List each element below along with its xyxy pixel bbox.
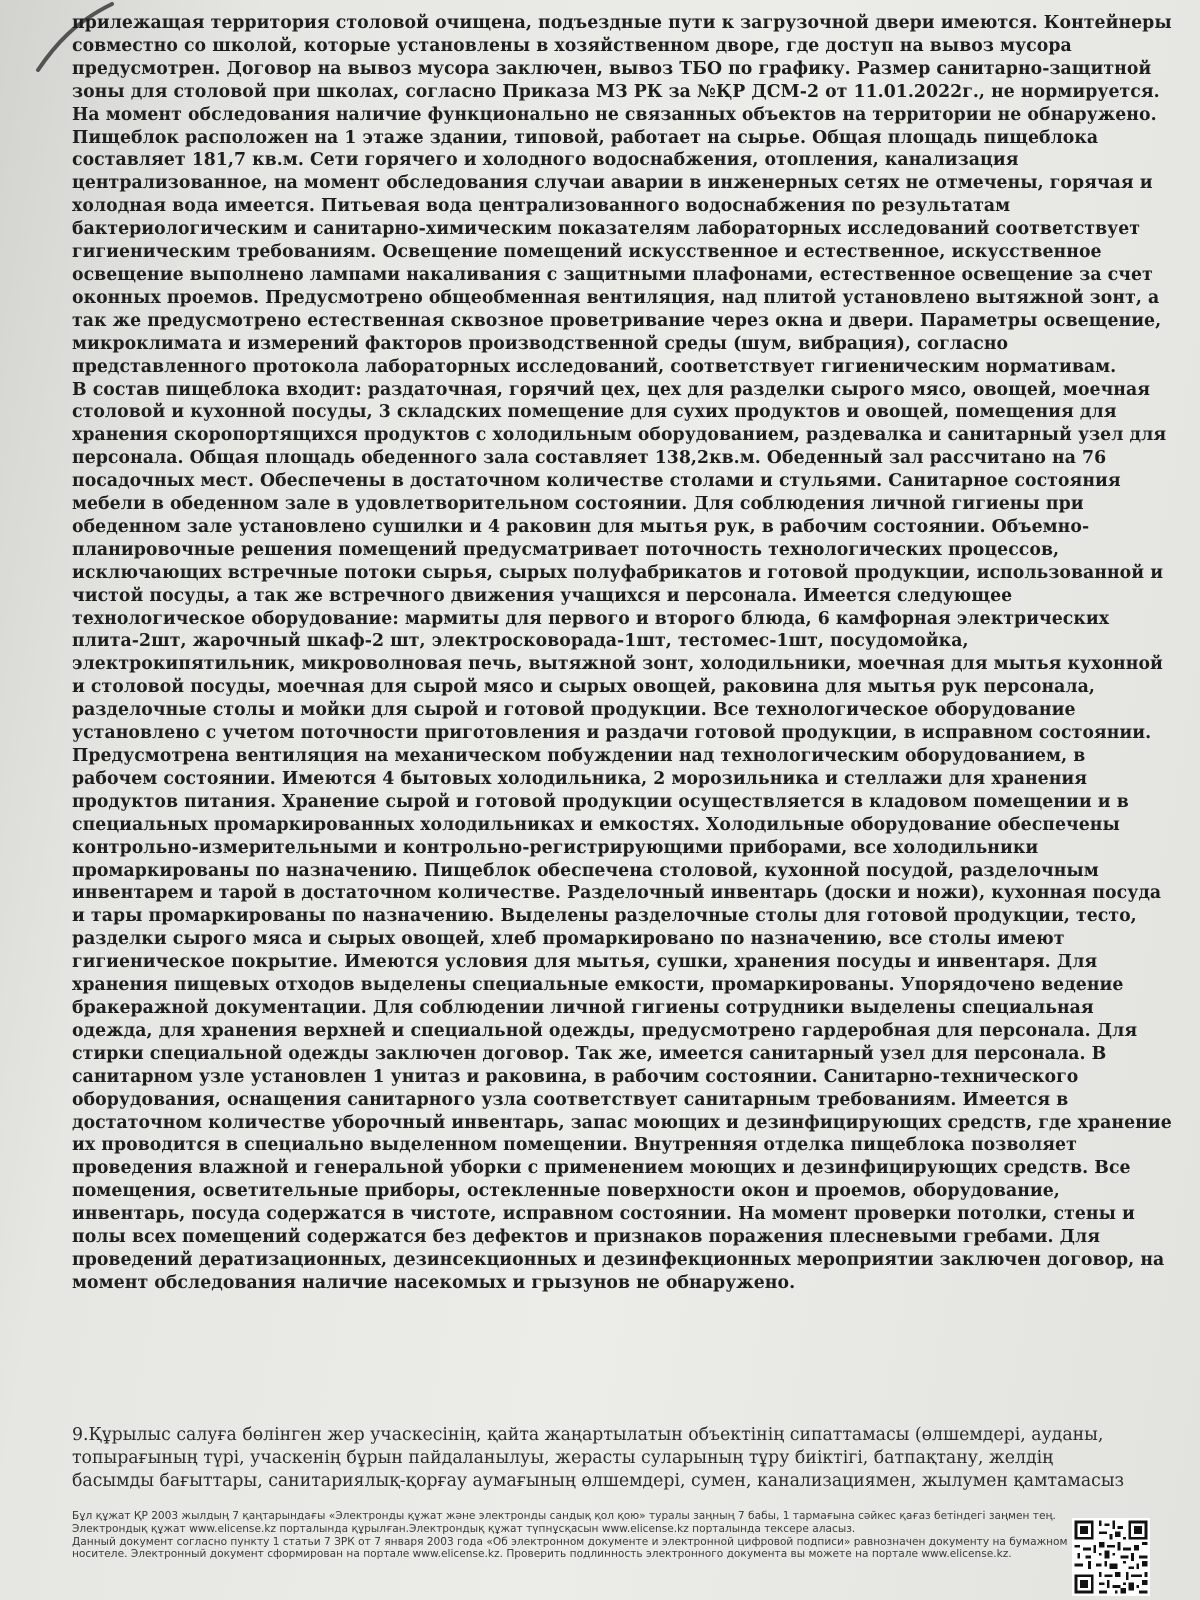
text-line: персонала. Общая площадь обеденного зала составляет 138,2кв.м. Обеденный зал рассчитано на 76 (72, 448, 1107, 469)
text-line: и столовой посуды, моечная для сырой мясо и сырых овощей, раковина для мытья рук персонала, (72, 677, 1095, 698)
text-line: момент обследования наличие насекомых и грызунов не обнаружено. (72, 1272, 796, 1293)
text-line: планировочные решения помещений предусматривает поточность технологических процессов, (72, 539, 1060, 560)
text-line: мебели в обеденном зале в удовлетворительном состоянии. Для соблюдения личной гигиены при (72, 494, 1084, 515)
text-line: хранения пищевых отходов выделены специальные емкости, промаркированы. Упорядочено ведение (72, 975, 1124, 996)
text-line: промаркированы по назначению. Пищеблок обеспечена столовой, кухонной посудой, разделочным (72, 860, 1099, 881)
text-line: хранения скоропортящихся продуктов с холодильным оборудованием, раздевалка и санитарный узел для (72, 425, 1167, 446)
text-line: микроклимата и измерений факторов производственной среды (шум, вибрация), согласно (72, 333, 1009, 354)
text-line: инвентарь, посуда содержатся в чистоте, исправном состоянии. На момент проверки потолки, стены и (72, 1204, 1135, 1225)
text-line: продуктов питания. Хранение сырой и готовой продукции осуществляется в кладовом помещении и в (72, 791, 1129, 812)
text-line: одежда, для хранения верхней и специальной одежды, предусмотрено гардеробная для персонала. Для (72, 1020, 1138, 1041)
text-line: гигиеническое покрытие. Имеются условия для мытья, сушки, хранения посуды и инвентаря. Для (72, 952, 1098, 973)
text-line: гигиеническим требованиям. Освещение помещений искусственное и естественное, искусственное (72, 242, 1102, 263)
text-line: электрокипятильник, микроволновая печь, вытяжной зонт, холодильники, моечная для мытья кухонной (72, 654, 1163, 675)
text-line: полы всех помещений содержатся без дефектов и признаков поражения плесневыми гребами. Для (72, 1227, 1101, 1248)
text-line: помещения, осветительные приборы, остекленные поверхности окон и проемов, оборудование, (72, 1181, 1060, 1202)
text-line: составляет 181,7 кв.м. Сети горячего и холодного водоснабжения, отопления, канализация (72, 150, 1019, 171)
text-line: освещение выполнено лампами накаливания с защитными плафонами, естественное освещение за счет (72, 264, 1153, 285)
text-line: исключающих встречные потоки сырья, сырых полуфабрикатов и готовой продукции, использованной и (72, 562, 1164, 583)
text-line: технологическое оборудование: мармиты для первого и второго блюда, 6 камфорная электрических (72, 608, 1110, 629)
section-line: топырағының түрі, учаскенің бұрын пайдаланылуы, жерасты суларының тұру биіктігі, батпақтану, желдің (72, 1448, 1054, 1468)
text-line: посадочных мест. Обеспечены в достаточном количестве столами и стульями. Санитарное состояния (72, 471, 1121, 492)
text-line: проведения влажной и генеральной уборки с применением моющих и дезинфицирующих средств. Все (72, 1158, 1131, 1179)
text-line: Предусмотрена вентиляция на механическом побуждении над технологическим оборудованием, в (72, 746, 1086, 766)
text-line: разделочные столы и мойки для сырой и готовой продукции. Все технологическое оборудование (72, 700, 1076, 721)
text-line: бракеражной документации. Для соблюдении личной гигиены сотрудники выделены специальная (72, 997, 1094, 1018)
text-line: инвентарем и тарой в достаточном количестве. Разделочный инвентарь (доски и ножи), кухонная посуда (72, 883, 1162, 904)
text-line: разделки сырого мяса и сырых овощей, хлеб промаркировано по назначению, все столы имеют (72, 929, 1065, 950)
text-line: чистой посуды, а так же встречного движения учащихся и персонала. Имеется следующее (72, 585, 1013, 606)
section-line: 9.Құрылыс салуға бөлінген жер учаскесінің, қайта жаңартылатын объектінің сипаттамасы (өлшемдері, ауданы, (72, 1425, 1104, 1445)
text-line: стирки специальной одежды заключен договор. Так же, имеется санитарный узел для персонала. В (72, 1043, 1107, 1064)
text-line: представленного протокола лабораторных исследований, соответствует гигиеническим нормативам. (72, 356, 1117, 377)
text-line: прилежащая территория столовой очищена, подъездные пути к загрузочной двери имеются. Контейнеры (72, 13, 1172, 33)
text-line: оборудования, оснащения санитарного узла соответствует санитарным требованиям. Имеется в (72, 1089, 1069, 1110)
text-line: установлено с учетом поточности приготовления и раздачи готовой продукции, в исправном состоянии. (72, 723, 1152, 744)
text-line: централизованное, на момент обследования случаи аварии в инженерных сетях не отмечены, горячая и (72, 173, 1153, 194)
text-line: совместно со школой, которые установлены в хозяйственном дворе, где доступ на вывоз мусора (72, 35, 1072, 56)
text-line: оконных проемов. Предусмотрено общеобменная вентиляция, над плитой установлено вытяжной зонт, а (72, 287, 1160, 308)
text-line: их проводится в специально выделенном помещении. Внутренняя отделка пищеблока позволяет (72, 1135, 1077, 1156)
text-line: На момент обследования наличие функционально не связанных объектов на территории не обнаружено. (72, 104, 1157, 125)
text-line: и тары промаркированы по назначению. Выделены разделочные столы для готовой продукции, тесто, (72, 906, 1137, 927)
text-line: специальных промаркированных холодильниках и емкостях. Холодильные оборудование обеспечены (72, 814, 1120, 835)
text-line: столовой и кухонной посуды, 3 складских помещение для сухих продуктов и овощей, помещения для (72, 402, 1117, 423)
text-line: рабочем состоянии. Имеются 4 бытовых холодильника, 2 морозильника и стеллажи для хранения (72, 768, 1088, 789)
text-line: Пищеблок расположен на 1 этаже здании, типовой, работает на сырье. Общая площадь пищеблока (72, 127, 1099, 148)
legal-footer (72, 1510, 1068, 1561)
footer-line: Бұл құжат ҚР 2003 жылдың 7 қаңтарындағы «Электронды құжат және электронды сандық қол қою» туралы заңның 7 бабы, 1 тармағына сәйкес қағаз бетіндегі заңмен тең. (72, 1510, 1056, 1522)
text-line: зоны для столовой при школах, согласно Приказа МЗ РК за №ҚР ДСМ-2 от 11.01.2022г., не нормируется. (72, 81, 1160, 102)
text-line: В состав пищеблока входит: раздаточная, горячий цех, цех для разделки сырого мясо, овощей, моечная (72, 379, 1151, 400)
text-line: бактериологическим и санитарно-химическим показателям лабораторных исследований соответствует (72, 219, 1141, 240)
section-line: басымды бағыттары, санитариялық-қорғау аумағының өлшемдері, сумен, канализациямен, жылумен қамтамасыз (72, 1471, 1125, 1491)
text-line: предусмотрен. Договор на вывоз мусора заключен, вывоз ТБО по графику. Размер санитарно-защитной (72, 58, 1152, 79)
text-line: так же предусмотрено естественная сквозное проветривание через окна и двери. Параметры освещение, (72, 310, 1162, 331)
document-body (72, 12, 1172, 1295)
footer-line: Электрондық құжат www.elicense.kz порталында құрылған.Электрондық құжат түпнұсқасын www.elicense.kz порталында тексере аласыз. (72, 1522, 856, 1535)
text-line: проведений дератизационных, дезинсекционных и дезинфекционных мероприятии заключен договор, на (72, 1249, 1165, 1270)
section-9-heading (72, 1424, 1132, 1493)
text-line: холодная вода имеется. Питьевая вода централизованного водоснабжения по результатам (72, 196, 1011, 217)
text-line: обеденном зале установлено сушилки и 4 раковин для мытья рук, в рабочим состоянии. Объемно- (72, 516, 1090, 537)
footer-line: носителе. Электронный документ сформирован на портале www.elicense.kz. Проверить подлинность электронного документа вы можете на портале www.elicense.kz. (72, 1548, 1012, 1561)
text-line: санитарном узле установлен 1 унитаз и раковина, в рабочим состоянии. Санитарно-технического (72, 1066, 1079, 1087)
text-line: контрольно-измерительными и контрольно-регистрирующими приборами, все холодильники (72, 837, 1039, 858)
qr-code (1072, 1518, 1150, 1596)
footer-line: Данный документ согласно пункту 1 статьи 7 ЗРК от 7 января 2003 года «Об электронном документе и электронной цифровой подписи» равнозначен документу на бумажном (72, 1535, 1068, 1548)
text-line: достаточном количестве уборочный инвентарь, запас моющих и дезинфицирующих средств, где хранение (72, 1112, 1172, 1133)
text-line: плита-2шт, жарочный шкаф-2 шт, электросковорада-1шт, тестомес-1шт, посудомойка, (72, 631, 969, 652)
